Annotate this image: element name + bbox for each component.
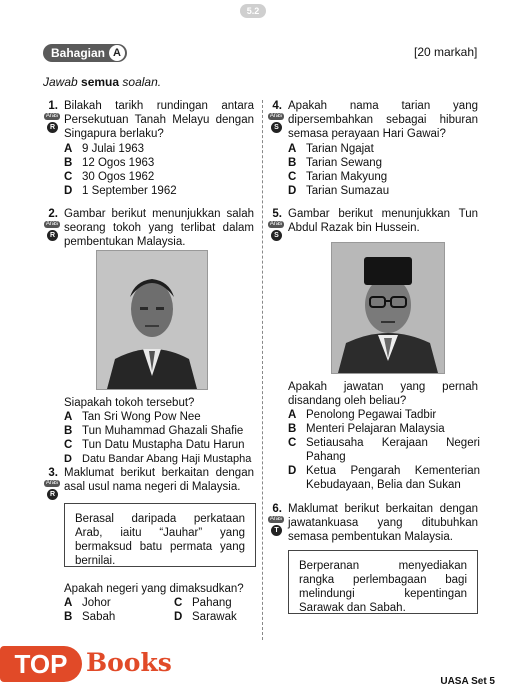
question-4 xyxy=(268,99,478,199)
option-c: C Pahang xyxy=(174,597,232,609)
option-c: C 30 Ogos 1962 xyxy=(64,171,155,183)
portrait-photo xyxy=(96,250,208,390)
footer-set-label: UASA Set 5 xyxy=(440,676,495,687)
option-b: B Menteri Pelajaran Malaysia xyxy=(288,423,445,435)
level-badge: T xyxy=(271,525,282,536)
option-b: B Tun Muhammad Ghazali Shafie xyxy=(64,425,244,437)
level-badge: R xyxy=(47,489,58,500)
question-number: 2. xyxy=(48,208,58,220)
question-6 xyxy=(268,502,483,542)
info-box: Berasal daripada perkataan Arab, iaitu “Jauhar” yang bermaksud batu permata yang bernilai. xyxy=(64,503,256,567)
question-number: 3. xyxy=(48,467,58,479)
section-marks: [20 markah] xyxy=(414,45,478,59)
option-b: B 12 Ogos 1963 xyxy=(64,157,155,169)
question-text: Maklumat berikut berkaitan dengan jawatankuasa yang ditubuhkan semasa pembentukan Malaysia. xyxy=(288,503,478,543)
option-d: D 1 September 1962 xyxy=(64,185,177,197)
question-number: 1. xyxy=(48,100,58,112)
question-text: Gambar berikut menunjukkan salah seorang tokoh yang terlibat dalam pembentukan Malaysia. xyxy=(64,208,254,248)
topbooks-logo xyxy=(0,640,190,684)
question-2-prompt xyxy=(64,396,259,465)
level-badge: S xyxy=(271,230,282,241)
question-1 xyxy=(44,99,254,199)
level-tag: Aras xyxy=(269,516,283,522)
info-box: Berperanan menyediakan rangka perlembagaan bagi melindungi kepentingan Sarawak dan Sabah. xyxy=(288,550,478,614)
section-letter: A xyxy=(109,45,125,61)
question-text: Gambar berikut menunjukkan Tun Abdul Razak bin Hussein. xyxy=(288,208,478,234)
option-a: A Johor xyxy=(64,597,111,609)
option-b: B Sabah xyxy=(64,611,116,623)
option-a: A Penolong Pegawai Tadbir xyxy=(288,409,437,421)
question-5 xyxy=(268,207,483,237)
logo-top-text: TOP xyxy=(0,646,82,682)
option-b: B Tarian Sewang xyxy=(288,157,383,169)
option-c: C Setiausaha Kerajaan Negeri Pahang xyxy=(288,437,480,463)
option-d: D Tarian Sumazau xyxy=(288,185,390,197)
portrait-image xyxy=(97,251,207,389)
level-tag: Aras xyxy=(45,480,59,486)
level-badge: S xyxy=(271,122,282,133)
level-tag: Aras xyxy=(45,221,59,227)
option-a: A Tarian Ngajat xyxy=(288,143,374,155)
logo-books-text: Books xyxy=(86,648,172,677)
level-badge: R xyxy=(47,230,58,241)
question-text: Bilakah tarikh rundingan antara Persekutuan Tanah Melayu dengan Singapura berlaku? xyxy=(64,100,254,140)
question-number: 5. xyxy=(272,208,282,220)
question-prompt: Apakah jawatan yang pernah disandang oleh beliau? xyxy=(288,381,478,407)
section-label: Bahagian xyxy=(51,46,106,60)
level-badge: R xyxy=(47,122,58,133)
level-tag: Aras xyxy=(269,221,283,227)
question-prompt: Apakah negeri yang dimaksudkan? xyxy=(64,583,244,595)
option-c: C Tun Datu Mustapha Datu Harun xyxy=(64,439,245,451)
question-prompt: Siapakah tokoh tersebut? xyxy=(64,397,195,409)
option-a: A 9 Julai 1963 xyxy=(64,143,145,155)
option-c: C Tarian Makyung xyxy=(288,171,388,183)
column-divider xyxy=(262,100,263,640)
option-a: A Tan Sri Wong Pow Nee xyxy=(64,411,201,423)
portrait-image xyxy=(332,243,444,373)
section-badge xyxy=(43,44,127,62)
question-text: Apakah nama tarian yang dipersembahkan sebagai hiburan semasa perayaan Hari Gawai? xyxy=(288,100,478,140)
portrait-photo xyxy=(331,242,445,374)
page-number: 5.2 xyxy=(240,4,266,18)
question-3-prompt xyxy=(64,582,259,626)
question-number: 4. xyxy=(272,100,282,112)
question-3 xyxy=(44,466,259,496)
level-tag: Aras xyxy=(45,113,59,119)
option-d: D Sarawak xyxy=(174,611,237,623)
question-5-prompt xyxy=(288,380,480,495)
option-d: D Datu Bandar Abang Haji Mustapha xyxy=(64,453,252,465)
instruction: Jawab semua soalan. xyxy=(43,75,162,89)
question-number: 6. xyxy=(272,503,282,515)
level-tag: Aras xyxy=(269,113,283,119)
question-text: Maklumat berikut berkaitan dengan asal usul nama negeri di Malaysia. xyxy=(64,467,254,493)
option-d: D Ketua Pengarah Kementerian Kebudayaan, Belia dan Sukan xyxy=(288,465,480,491)
